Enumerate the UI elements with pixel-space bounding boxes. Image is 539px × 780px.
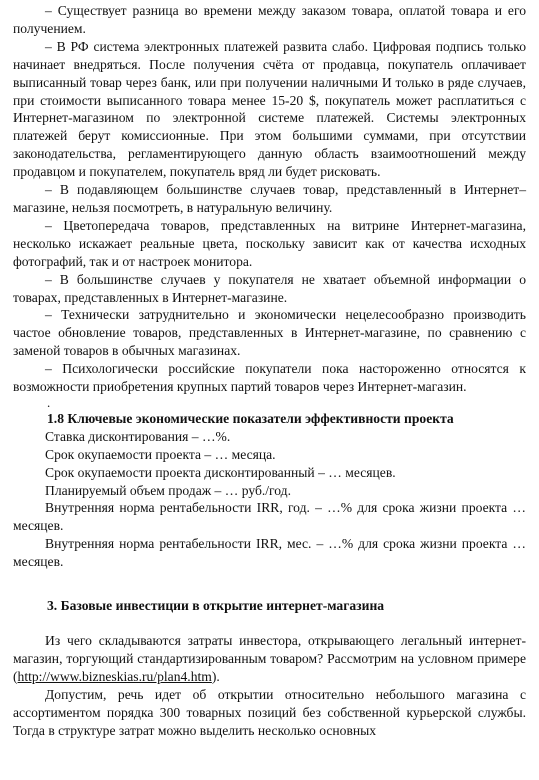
section-3-paragraph-2: Допустим, речь идет об открытии относительно небольшого магазина с ассортиментом порядка 300 товарных позиций без собственной курьерской службы. Тогда в структуре затрат можно выделить несколько основных — [13, 686, 526, 738]
bullet-psychology: – Психологически российские покупатели пока настороженно относятся к возможности приобретения крупных партий товаров через Интернет-магазин. — [13, 361, 526, 395]
bullet-payments: – В РФ система электронных платежей развита слабо. Цифровая подпись только начинает внедряться. После получения счёта от продавца, покупатель оплачивает выписанный товар через банк, или при получении наличными И только в ряде случаев, при стоимости выписанного товара менее 15-20 $, покупатель может расплатиться с Интернет-магазином по электронной системе платежей. Системы электронных платежей берут комиссионные. При этом большими суммами, при отсутствии законодательства, регламентирующего данную область взаимоотношений между продавцом и покупателем, покупатель вряд ли будет рисковать. — [13, 38, 526, 180]
section-3-paragraph-1 — [13, 632, 526, 686]
indicator-irr-month: Внутренняя норма рентабельности IRR, мес. – …% для срока жизни проекта … месяцев. — [13, 536, 526, 570]
source-link[interactable]: http://www.bizneskias.ru/plan4.htm — [17, 668, 212, 684]
indicator-irr-year: Внутренняя норма рентабельности IRR, год. – …% для срока жизни проекта … месяцев. — [13, 500, 526, 534]
section-gap — [13, 571, 526, 597]
indicator-payback: Срок окупаемости проекта – … месяца. — [45, 446, 276, 462]
heading-gap — [13, 615, 526, 632]
section-3-heading: 3. Базовые инвестиции в открытие интернет-магазина — [47, 598, 385, 614]
section-1-8-heading: 1.8 Ключевые экономические показатели эффективности проекта — [47, 410, 454, 426]
indicator-sales-volume: Планируемый объем продаж – … руб./год. — [45, 482, 291, 498]
bullet-time-gap: – Существует разница во времени между заказом товара, оплатой товара и его получением. — [13, 3, 526, 36]
bullet-product-info: – В большинстве случаев у покупателя не хватает объемной информации о товарах, представленных в Интернет-магазине. — [13, 271, 526, 305]
bullet-catalog-update: – Технически затруднительно и экономически нецелесообразно производить частое обновление товаров, представленных в Интернет-магазине, по сравнению с заменой товаров в обычных магазинах. — [13, 307, 526, 359]
indicator-payback-discounted: Срок окупаемости проекта дисконтированный – … месяцев. — [45, 464, 396, 480]
para1-text: Из чего складываются затраты инвестора, открывающего легальный интернет-магазин, торгующий стандартизированным товаром? Рассмотрим на условном примере ( — [13, 633, 526, 684]
para1-tail: ). — [211, 668, 220, 684]
bullet-color-rendering: – Цветопередача товаров, представленных на витрине Интернет-магазина, несколько искажает реальные цвета, поскольку зависит как от качества исходных фотографий, так и от настроек монитора. — [13, 217, 526, 269]
indicator-discount-rate: Ставка дисконтирования – …%. — [45, 428, 231, 444]
document-body — [13, 2, 526, 739]
separator-dot: . — [47, 394, 51, 410]
bullet-natural-size: – В подавляющем большинстве случаев товар, представленный в Интернет–магазине, нельзя посмотреть, в натуральную величину. — [13, 182, 526, 215]
